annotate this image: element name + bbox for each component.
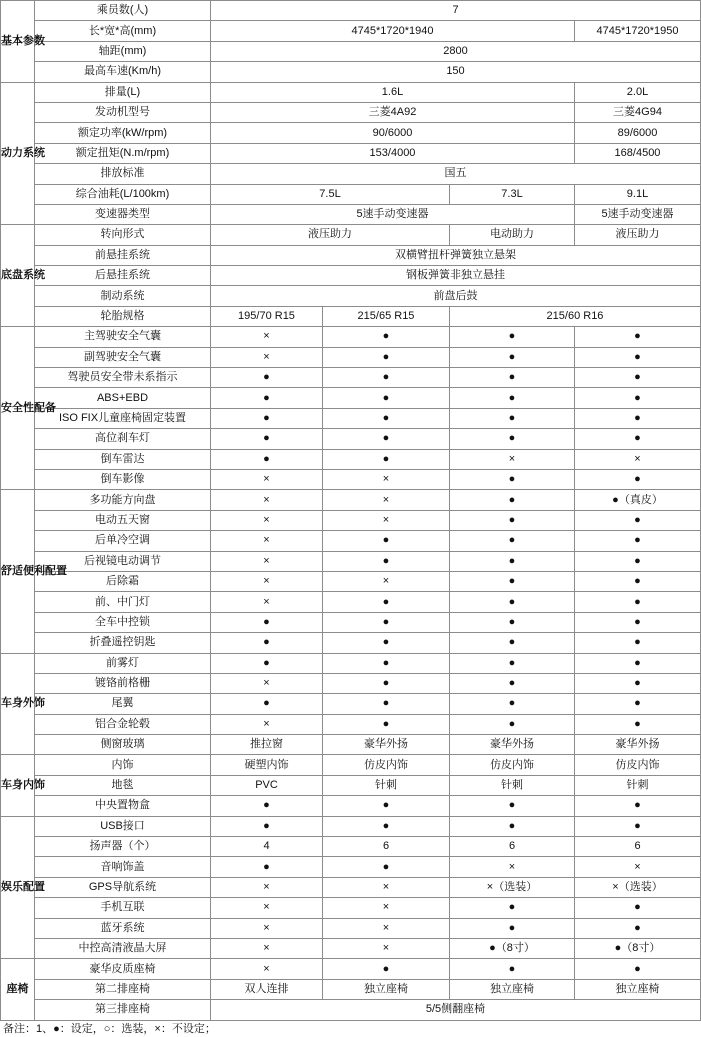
value-cell: ●	[450, 714, 575, 734]
value-cell: ●	[575, 714, 701, 734]
table-row	[1, 755, 701, 775]
row-label: 额定功率(kW/rpm)	[35, 123, 211, 143]
row-label: 主驾驶安全气囊	[35, 327, 211, 347]
value-cell: ●	[575, 673, 701, 693]
value-cell: 三菱4A92	[211, 102, 575, 122]
value-cell: 7.3L	[450, 184, 575, 204]
value-cell: ●	[211, 796, 323, 816]
table-row	[1, 633, 701, 653]
table-row	[1, 123, 701, 143]
value-cell: ×	[211, 327, 323, 347]
value-cell: 153/4000	[211, 143, 575, 163]
value-cell: ●	[323, 796, 450, 816]
value-cell: 电动助力	[450, 225, 575, 245]
row-label: ISO FIX儿童座椅固定装置	[35, 408, 211, 428]
row-label: 综合油耗(L/100km)	[35, 184, 211, 204]
value-cell: ●	[575, 959, 701, 979]
value-cell: ●	[211, 653, 323, 673]
value-cell: 2.0L	[575, 82, 701, 102]
table-row	[1, 592, 701, 612]
value-cell: ●	[450, 918, 575, 938]
value-cell: 4	[211, 837, 323, 857]
value-cell: ●	[575, 796, 701, 816]
table-row	[1, 408, 701, 428]
value-cell: ●	[575, 510, 701, 530]
row-label: 排放标准	[35, 164, 211, 184]
row-label: 排量(L)	[35, 82, 211, 102]
row-label: 前雾灯	[35, 653, 211, 673]
value-cell: ×	[211, 959, 323, 979]
value-cell: ×	[450, 449, 575, 469]
table-row	[1, 266, 701, 286]
value-cell: ●	[450, 531, 575, 551]
value-cell: 仿皮内饰	[450, 755, 575, 775]
value-cell: PVC	[211, 775, 323, 795]
value-cell: 89/6000	[575, 123, 701, 143]
value-cell: 双人连排	[211, 979, 323, 999]
row-label: ABS+EBD	[35, 388, 211, 408]
table-row	[1, 102, 701, 122]
row-label: 镀铬前格栅	[35, 673, 211, 693]
table-row	[1, 306, 701, 326]
value-cell: ●	[323, 714, 450, 734]
table-row	[1, 1000, 701, 1020]
value-cell: ●	[575, 612, 701, 632]
category-cell: 基本参数	[1, 1, 35, 83]
value-cell: ●	[450, 429, 575, 449]
value-cell: ●	[211, 612, 323, 632]
table-row	[1, 694, 701, 714]
row-label: 中控高清液晶大屏	[35, 938, 211, 958]
value-cell: ●	[575, 469, 701, 489]
value-cell: ●	[450, 469, 575, 489]
table-row	[1, 673, 701, 693]
table-row	[1, 143, 701, 163]
row-label: GPS导航系统	[35, 877, 211, 897]
value-cell: 5速手动变速器	[575, 204, 701, 224]
spec-table-body	[1, 1, 701, 1021]
value-cell: ●	[323, 347, 450, 367]
value-cell: ×	[211, 877, 323, 897]
value-cell: ●	[323, 429, 450, 449]
value-cell: ×	[211, 918, 323, 938]
value-cell: ×	[323, 877, 450, 897]
value-cell: ●	[323, 857, 450, 877]
row-label: USB接口	[35, 816, 211, 836]
row-label: 第三排座椅	[35, 1000, 211, 1020]
table-row	[1, 918, 701, 938]
value-cell: 168/4500	[575, 143, 701, 163]
table-row	[1, 857, 701, 877]
value-cell: ●	[450, 959, 575, 979]
value-cell: ●	[450, 388, 575, 408]
category-cell: 动力系统	[1, 82, 35, 225]
value-cell: ×	[323, 490, 450, 510]
value-cell: ●	[323, 694, 450, 714]
value-cell: 90/6000	[211, 123, 575, 143]
value-cell: ●	[323, 673, 450, 693]
value-cell: 钢板弹簧非独立悬挂	[211, 266, 701, 286]
table-row	[1, 735, 701, 755]
value-cell: ●	[575, 531, 701, 551]
row-label: 扬声器（个）	[35, 837, 211, 857]
table-row	[1, 877, 701, 897]
value-cell: ×（选装）	[450, 877, 575, 897]
row-label: 内饰	[35, 755, 211, 775]
value-cell: ●	[450, 673, 575, 693]
table-row	[1, 388, 701, 408]
table-row	[1, 21, 701, 41]
value-cell: 豪华外扬	[575, 735, 701, 755]
row-label: 后视镜电动调节	[35, 551, 211, 571]
value-cell: 液压助力	[211, 225, 450, 245]
value-cell: 6	[450, 837, 575, 857]
value-cell: ●	[450, 592, 575, 612]
value-cell: ●	[323, 368, 450, 388]
table-row	[1, 225, 701, 245]
row-label: 制动系统	[35, 286, 211, 306]
value-cell: ×（选装）	[575, 877, 701, 897]
value-cell: ●	[450, 816, 575, 836]
value-cell: 1.6L	[211, 82, 575, 102]
row-label: 倒车雷达	[35, 449, 211, 469]
value-cell: ●	[211, 816, 323, 836]
value-cell: ●	[323, 959, 450, 979]
value-cell: ●	[575, 816, 701, 836]
row-label: 轮胎规格	[35, 306, 211, 326]
value-cell: 仿皮内饰	[323, 755, 450, 775]
value-cell: ●	[450, 633, 575, 653]
table-row	[1, 551, 701, 571]
row-label: 前悬挂系统	[35, 245, 211, 265]
table-row	[1, 816, 701, 836]
value-cell: ●	[575, 653, 701, 673]
value-cell: 国五	[211, 164, 701, 184]
row-label: 后除霜	[35, 571, 211, 591]
value-cell: ×	[211, 571, 323, 591]
category-cell: 车身内饰	[1, 755, 35, 816]
value-cell: 4745*1720*1940	[211, 21, 575, 41]
value-cell: ●	[323, 653, 450, 673]
value-cell: 215/65 R15	[323, 306, 450, 326]
value-cell: 针刺	[575, 775, 701, 795]
value-cell: ×	[323, 469, 450, 489]
table-row	[1, 938, 701, 958]
row-label: 最高车速(Km/h)	[35, 62, 211, 82]
row-label: 地毯	[35, 775, 211, 795]
row-label: 侧窗玻璃	[35, 735, 211, 755]
table-row	[1, 531, 701, 551]
value-cell: 豪华外扬	[323, 735, 450, 755]
value-cell: ×	[211, 510, 323, 530]
value-cell: 前盘后鼓	[211, 286, 701, 306]
value-cell: 7	[211, 1, 701, 21]
table-row	[1, 612, 701, 632]
value-cell: ●	[450, 612, 575, 632]
table-row	[1, 775, 701, 795]
value-cell: ●	[575, 551, 701, 571]
value-cell: ●	[450, 347, 575, 367]
value-cell: ×	[323, 938, 450, 958]
value-cell: ●	[575, 694, 701, 714]
row-label: 电动五天窗	[35, 510, 211, 530]
category-cell: 安全性配备	[1, 327, 35, 490]
row-label: 乘员数(人)	[35, 1, 211, 21]
value-cell: ×	[211, 490, 323, 510]
value-cell: 7.5L	[211, 184, 450, 204]
value-cell: ×	[211, 531, 323, 551]
value-cell: 三菱4G94	[575, 102, 701, 122]
footnote: 备注：1、●：设定，○：选装，×：不设定；	[3, 1023, 216, 1035]
row-label: 多功能方向盘	[35, 490, 211, 510]
value-cell: 独立座椅	[323, 979, 450, 999]
value-cell: ●	[323, 408, 450, 428]
row-label: 副驾驶安全气囊	[35, 347, 211, 367]
value-cell: 硬塑内饰	[211, 755, 323, 775]
table-row	[1, 286, 701, 306]
value-cell: ●	[575, 898, 701, 918]
value-cell: 150	[211, 62, 701, 82]
value-cell: 2800	[211, 41, 701, 61]
row-label: 手机互联	[35, 898, 211, 918]
value-cell: ●	[575, 592, 701, 612]
value-cell: ●	[575, 633, 701, 653]
value-cell: ●（8寸）	[575, 938, 701, 958]
table-row	[1, 653, 701, 673]
category-cell: 座椅	[1, 959, 35, 1020]
value-cell: ●	[450, 327, 575, 347]
row-label: 转向形式	[35, 225, 211, 245]
table-row	[1, 245, 701, 265]
row-label: 后单冷空调	[35, 531, 211, 551]
value-cell: ●	[450, 490, 575, 510]
value-cell: ×	[211, 938, 323, 958]
value-cell: ●	[575, 918, 701, 938]
value-cell: ●	[323, 327, 450, 347]
row-label: 铝合金轮毂	[35, 714, 211, 734]
row-label: 变速器类型	[35, 204, 211, 224]
value-cell: ×	[211, 898, 323, 918]
value-cell: ●	[450, 796, 575, 816]
value-cell: ×	[575, 857, 701, 877]
value-cell: ●	[211, 429, 323, 449]
row-label: 全车中控锁	[35, 612, 211, 632]
value-cell: ×	[211, 551, 323, 571]
value-cell: ●	[211, 408, 323, 428]
table-row	[1, 347, 701, 367]
value-cell: ●	[211, 368, 323, 388]
row-label: 尾翼	[35, 694, 211, 714]
value-cell: ×	[211, 592, 323, 612]
value-cell: 仿皮内饰	[575, 755, 701, 775]
value-cell: ●	[323, 531, 450, 551]
table-row	[1, 62, 701, 82]
row-label: 音响饰盖	[35, 857, 211, 877]
category-cell: 底盘系统	[1, 225, 35, 327]
value-cell: 6	[323, 837, 450, 857]
value-cell: ●	[575, 571, 701, 591]
category-cell: 娱乐配置	[1, 816, 35, 959]
value-cell: 5/5侧翻座椅	[211, 1000, 701, 1020]
value-cell: ●	[450, 510, 575, 530]
value-cell: ×	[211, 673, 323, 693]
value-cell: ●	[323, 816, 450, 836]
value-cell: ●	[211, 388, 323, 408]
value-cell: ●	[211, 633, 323, 653]
value-cell: ×	[323, 898, 450, 918]
value-cell: 液压助力	[575, 225, 701, 245]
value-cell: 豪华外扬	[450, 735, 575, 755]
value-cell: ●（真皮）	[575, 490, 701, 510]
value-cell: ●	[575, 408, 701, 428]
value-cell: ●	[575, 347, 701, 367]
table-row	[1, 429, 701, 449]
row-label: 高位刹车灯	[35, 429, 211, 449]
value-cell: ●	[211, 694, 323, 714]
category-cell: 舒适便利配置	[1, 490, 35, 653]
table-row	[1, 979, 701, 999]
table-row	[1, 449, 701, 469]
value-cell: 推拉窗	[211, 735, 323, 755]
value-cell: ×	[575, 449, 701, 469]
table-row	[1, 898, 701, 918]
value-cell: ×	[450, 857, 575, 877]
table-row	[1, 164, 701, 184]
value-cell: 5速手动变速器	[211, 204, 575, 224]
table-row	[1, 490, 701, 510]
value-cell: ●	[211, 449, 323, 469]
value-cell: ×	[211, 469, 323, 489]
table-row	[1, 184, 701, 204]
value-cell: ×	[211, 347, 323, 367]
value-cell: 针刺	[323, 775, 450, 795]
table-row	[1, 368, 701, 388]
value-cell: ●（8寸）	[450, 938, 575, 958]
table-row	[1, 837, 701, 857]
table-row	[1, 41, 701, 61]
row-label: 发动机型号	[35, 102, 211, 122]
row-label: 中央置物盒	[35, 796, 211, 816]
category-cell: 车身外饰	[1, 653, 35, 755]
value-cell: ●	[450, 551, 575, 571]
value-cell: ●	[450, 653, 575, 673]
table-row	[1, 510, 701, 530]
row-label: 折叠遥控钥匙	[35, 633, 211, 653]
table-row	[1, 1, 701, 21]
value-cell: ●	[575, 429, 701, 449]
value-cell: 针刺	[450, 775, 575, 795]
value-cell: 双横臂扭杆弹簧独立悬架	[211, 245, 701, 265]
table-row	[1, 204, 701, 224]
value-cell: ●	[450, 571, 575, 591]
value-cell: ●	[575, 327, 701, 347]
row-label: 后悬挂系统	[35, 266, 211, 286]
value-cell: ●	[323, 388, 450, 408]
value-cell: ●	[323, 592, 450, 612]
row-label: 豪华皮质座椅	[35, 959, 211, 979]
row-label: 前、中门灯	[35, 592, 211, 612]
value-cell: ●	[450, 368, 575, 388]
value-cell: ●	[323, 551, 450, 571]
value-cell: ×	[323, 571, 450, 591]
row-label: 额定扭矩(N.m/rpm)	[35, 143, 211, 163]
value-cell: ●	[450, 898, 575, 918]
value-cell: 独立座椅	[450, 979, 575, 999]
value-cell: 215/60 R16	[450, 306, 701, 326]
value-cell: ×	[323, 918, 450, 938]
value-cell: ●	[323, 612, 450, 632]
row-label: 倒车影像	[35, 469, 211, 489]
table-row	[1, 327, 701, 347]
value-cell: ×	[323, 510, 450, 530]
row-label: 第二排座椅	[35, 979, 211, 999]
value-cell: 独立座椅	[575, 979, 701, 999]
value-cell: ●	[575, 368, 701, 388]
row-label: 驾驶员安全带未系指示	[35, 368, 211, 388]
value-cell: ●	[323, 633, 450, 653]
table-row	[1, 469, 701, 489]
row-label: 蓝牙系统	[35, 918, 211, 938]
table-row	[1, 796, 701, 816]
table-row	[1, 714, 701, 734]
table-row	[1, 571, 701, 591]
row-label: 轴距(mm)	[35, 41, 211, 61]
value-cell: 4745*1720*1950	[575, 21, 701, 41]
value-cell: ●	[450, 694, 575, 714]
value-cell: 9.1L	[575, 184, 701, 204]
row-label: 长*宽*高(mm)	[35, 21, 211, 41]
table-row	[1, 959, 701, 979]
value-cell: ×	[211, 714, 323, 734]
value-cell: ●	[211, 857, 323, 877]
value-cell: ●	[450, 408, 575, 428]
value-cell: 195/70 R15	[211, 306, 323, 326]
value-cell: 6	[575, 837, 701, 857]
table-row	[1, 82, 701, 102]
value-cell: ●	[323, 449, 450, 469]
value-cell: ●	[575, 388, 701, 408]
